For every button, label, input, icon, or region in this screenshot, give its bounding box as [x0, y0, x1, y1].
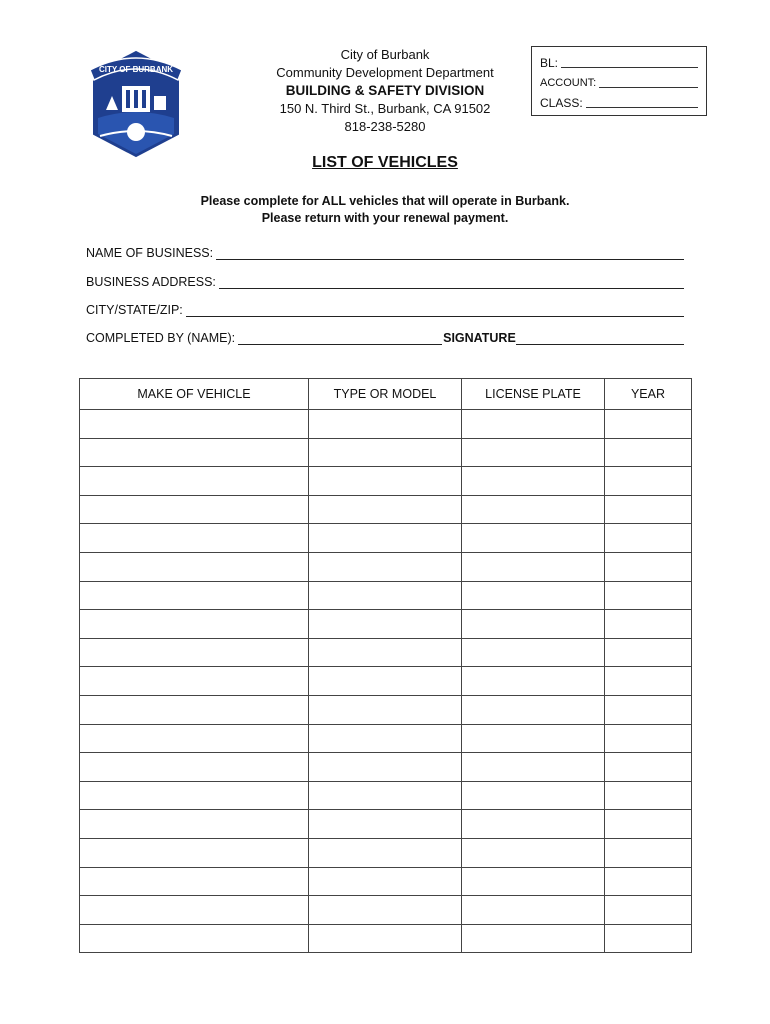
city-state-zip-field[interactable] — [186, 304, 684, 317]
table-row — [80, 695, 692, 724]
make-cell[interactable] — [80, 438, 309, 467]
year-cell[interactable] — [605, 581, 692, 610]
year-cell[interactable] — [605, 495, 692, 524]
year-cell[interactable] — [605, 896, 692, 925]
make-cell[interactable] — [80, 638, 309, 667]
instruction-line-1: Please complete for ALL vehicles that will operate in Burbank. — [200, 194, 570, 208]
business-address-field[interactable] — [219, 276, 684, 289]
type-cell[interactable] — [309, 524, 462, 553]
make-cell[interactable] — [80, 581, 309, 610]
year-cell[interactable] — [605, 838, 692, 867]
header-block — [262, 46, 508, 136]
year-cell[interactable] — [605, 867, 692, 896]
make-cell[interactable] — [80, 867, 309, 896]
instructions — [0, 193, 770, 227]
type-cell[interactable] — [309, 581, 462, 610]
table-row — [80, 638, 692, 667]
type-cell[interactable] — [309, 781, 462, 810]
table-row — [80, 410, 692, 439]
table-row — [80, 581, 692, 610]
business-address-label: BUSINESS ADDRESS: — [86, 275, 216, 289]
signature-label: SIGNATURE — [443, 331, 516, 345]
city-state-zip-label: CITY/STATE/ZIP: — [86, 303, 183, 317]
make-cell[interactable] — [80, 896, 309, 925]
type-cell[interactable] — [309, 410, 462, 439]
make-cell[interactable] — [80, 410, 309, 439]
make-cell[interactable] — [80, 667, 309, 696]
make-cell[interactable] — [80, 695, 309, 724]
year-cell[interactable] — [605, 667, 692, 696]
city-name: City of Burbank — [340, 47, 430, 62]
table-row — [80, 667, 692, 696]
col-license: LICENSE PLATE — [462, 379, 605, 410]
year-cell[interactable] — [605, 610, 692, 639]
type-cell[interactable] — [309, 667, 462, 696]
make-cell[interactable] — [80, 781, 309, 810]
make-cell[interactable] — [80, 924, 309, 953]
business-name-label: NAME OF BUSINESS: — [86, 246, 214, 260]
license-cell[interactable] — [462, 867, 605, 896]
office-phone: 818-238-5280 — [344, 119, 426, 134]
license-cell[interactable] — [462, 410, 605, 439]
license-cell[interactable] — [462, 610, 605, 639]
license-cell[interactable] — [462, 495, 605, 524]
license-cell[interactable] — [462, 810, 605, 839]
make-cell[interactable] — [80, 467, 309, 496]
document-title: LIST OF VEHICLES — [312, 154, 458, 171]
year-cell[interactable] — [605, 524, 692, 553]
account-info-box — [531, 46, 707, 116]
table-row — [80, 524, 692, 553]
make-cell[interactable] — [80, 724, 309, 753]
make-cell[interactable] — [80, 610, 309, 639]
col-make: MAKE OF VEHICLE — [80, 379, 309, 410]
license-cell[interactable] — [462, 438, 605, 467]
type-cell[interactable] — [309, 838, 462, 867]
make-cell[interactable] — [80, 495, 309, 524]
type-cell[interactable] — [309, 724, 462, 753]
license-cell[interactable] — [462, 753, 605, 782]
make-cell[interactable] — [80, 753, 309, 782]
seal-text: CITY OF BURBANK — [98, 65, 174, 74]
class-field[interactable] — [586, 93, 698, 108]
table-row — [80, 467, 692, 496]
year-cell[interactable] — [605, 467, 692, 496]
completed-by-field[interactable] — [238, 332, 442, 345]
table-row — [80, 610, 692, 639]
table-row — [80, 781, 692, 810]
col-type: TYPE OR MODEL — [309, 379, 462, 410]
table-row — [80, 867, 692, 896]
account-field[interactable] — [599, 73, 698, 88]
year-cell[interactable] — [605, 924, 692, 953]
license-cell[interactable] — [462, 638, 605, 667]
type-cell[interactable] — [309, 638, 462, 667]
year-cell[interactable] — [605, 781, 692, 810]
instruction-line-2: Please return with your renewal payment. — [261, 211, 509, 225]
type-cell[interactable] — [309, 924, 462, 953]
table-row — [80, 896, 692, 925]
make-cell[interactable] — [80, 810, 309, 839]
license-cell[interactable] — [462, 667, 605, 696]
license-cell[interactable] — [462, 581, 605, 610]
business-name-field[interactable] — [216, 247, 684, 260]
license-cell[interactable] — [462, 467, 605, 496]
license-cell[interactable] — [462, 695, 605, 724]
office-address: 150 N. Third St., Burbank, CA 91502 — [279, 101, 491, 116]
type-cell[interactable] — [309, 467, 462, 496]
year-cell[interactable] — [605, 810, 692, 839]
type-cell[interactable] — [309, 495, 462, 524]
year-cell[interactable] — [605, 438, 692, 467]
business-address-row — [86, 271, 684, 289]
license-cell[interactable] — [462, 524, 605, 553]
table-row — [80, 810, 692, 839]
type-cell[interactable] — [309, 867, 462, 896]
type-cell[interactable] — [309, 610, 462, 639]
completed-by-row — [86, 327, 684, 345]
table-row — [80, 495, 692, 524]
col-year: YEAR — [605, 379, 692, 410]
license-cell[interactable] — [462, 724, 605, 753]
year-cell[interactable] — [605, 695, 692, 724]
table-row — [80, 438, 692, 467]
year-cell[interactable] — [605, 638, 692, 667]
type-cell[interactable] — [309, 552, 462, 581]
year-cell[interactable] — [605, 753, 692, 782]
department-name: Community Development Department — [276, 65, 494, 80]
make-cell[interactable] — [80, 552, 309, 581]
year-cell[interactable] — [605, 724, 692, 753]
type-cell[interactable] — [309, 896, 462, 925]
table-header-row — [80, 379, 692, 410]
type-cell[interactable] — [309, 695, 462, 724]
vehicle-rows — [80, 410, 692, 953]
signature-field[interactable] — [516, 332, 684, 345]
license-cell[interactable] — [462, 924, 605, 953]
division-name: BUILDING & SAFETY DIVISION — [285, 83, 485, 98]
bl-field[interactable] — [561, 53, 698, 68]
table-row — [80, 838, 692, 867]
class-label: CLASS: — [540, 96, 583, 110]
license-cell[interactable] — [462, 896, 605, 925]
license-cell[interactable] — [462, 552, 605, 581]
vehicle-table — [79, 378, 692, 953]
business-name-row — [86, 242, 684, 260]
completed-by-label: COMPLETED BY (NAME): — [86, 331, 236, 345]
license-cell[interactable] — [462, 838, 605, 867]
table-row — [80, 552, 692, 581]
type-cell[interactable] — [309, 438, 462, 467]
license-cell[interactable] — [462, 781, 605, 810]
table-row — [80, 724, 692, 753]
type-cell[interactable] — [309, 810, 462, 839]
type-cell[interactable] — [309, 753, 462, 782]
city-seal-logo — [88, 48, 184, 160]
year-cell[interactable] — [605, 552, 692, 581]
table-row — [80, 753, 692, 782]
make-cell[interactable] — [80, 524, 309, 553]
year-cell[interactable] — [605, 410, 692, 439]
bl-label: BL: — [540, 56, 559, 70]
city-state-zip-row — [86, 299, 684, 317]
table-row — [80, 924, 692, 953]
account-label: ACCOUNT: — [540, 77, 597, 89]
make-cell[interactable] — [80, 838, 309, 867]
